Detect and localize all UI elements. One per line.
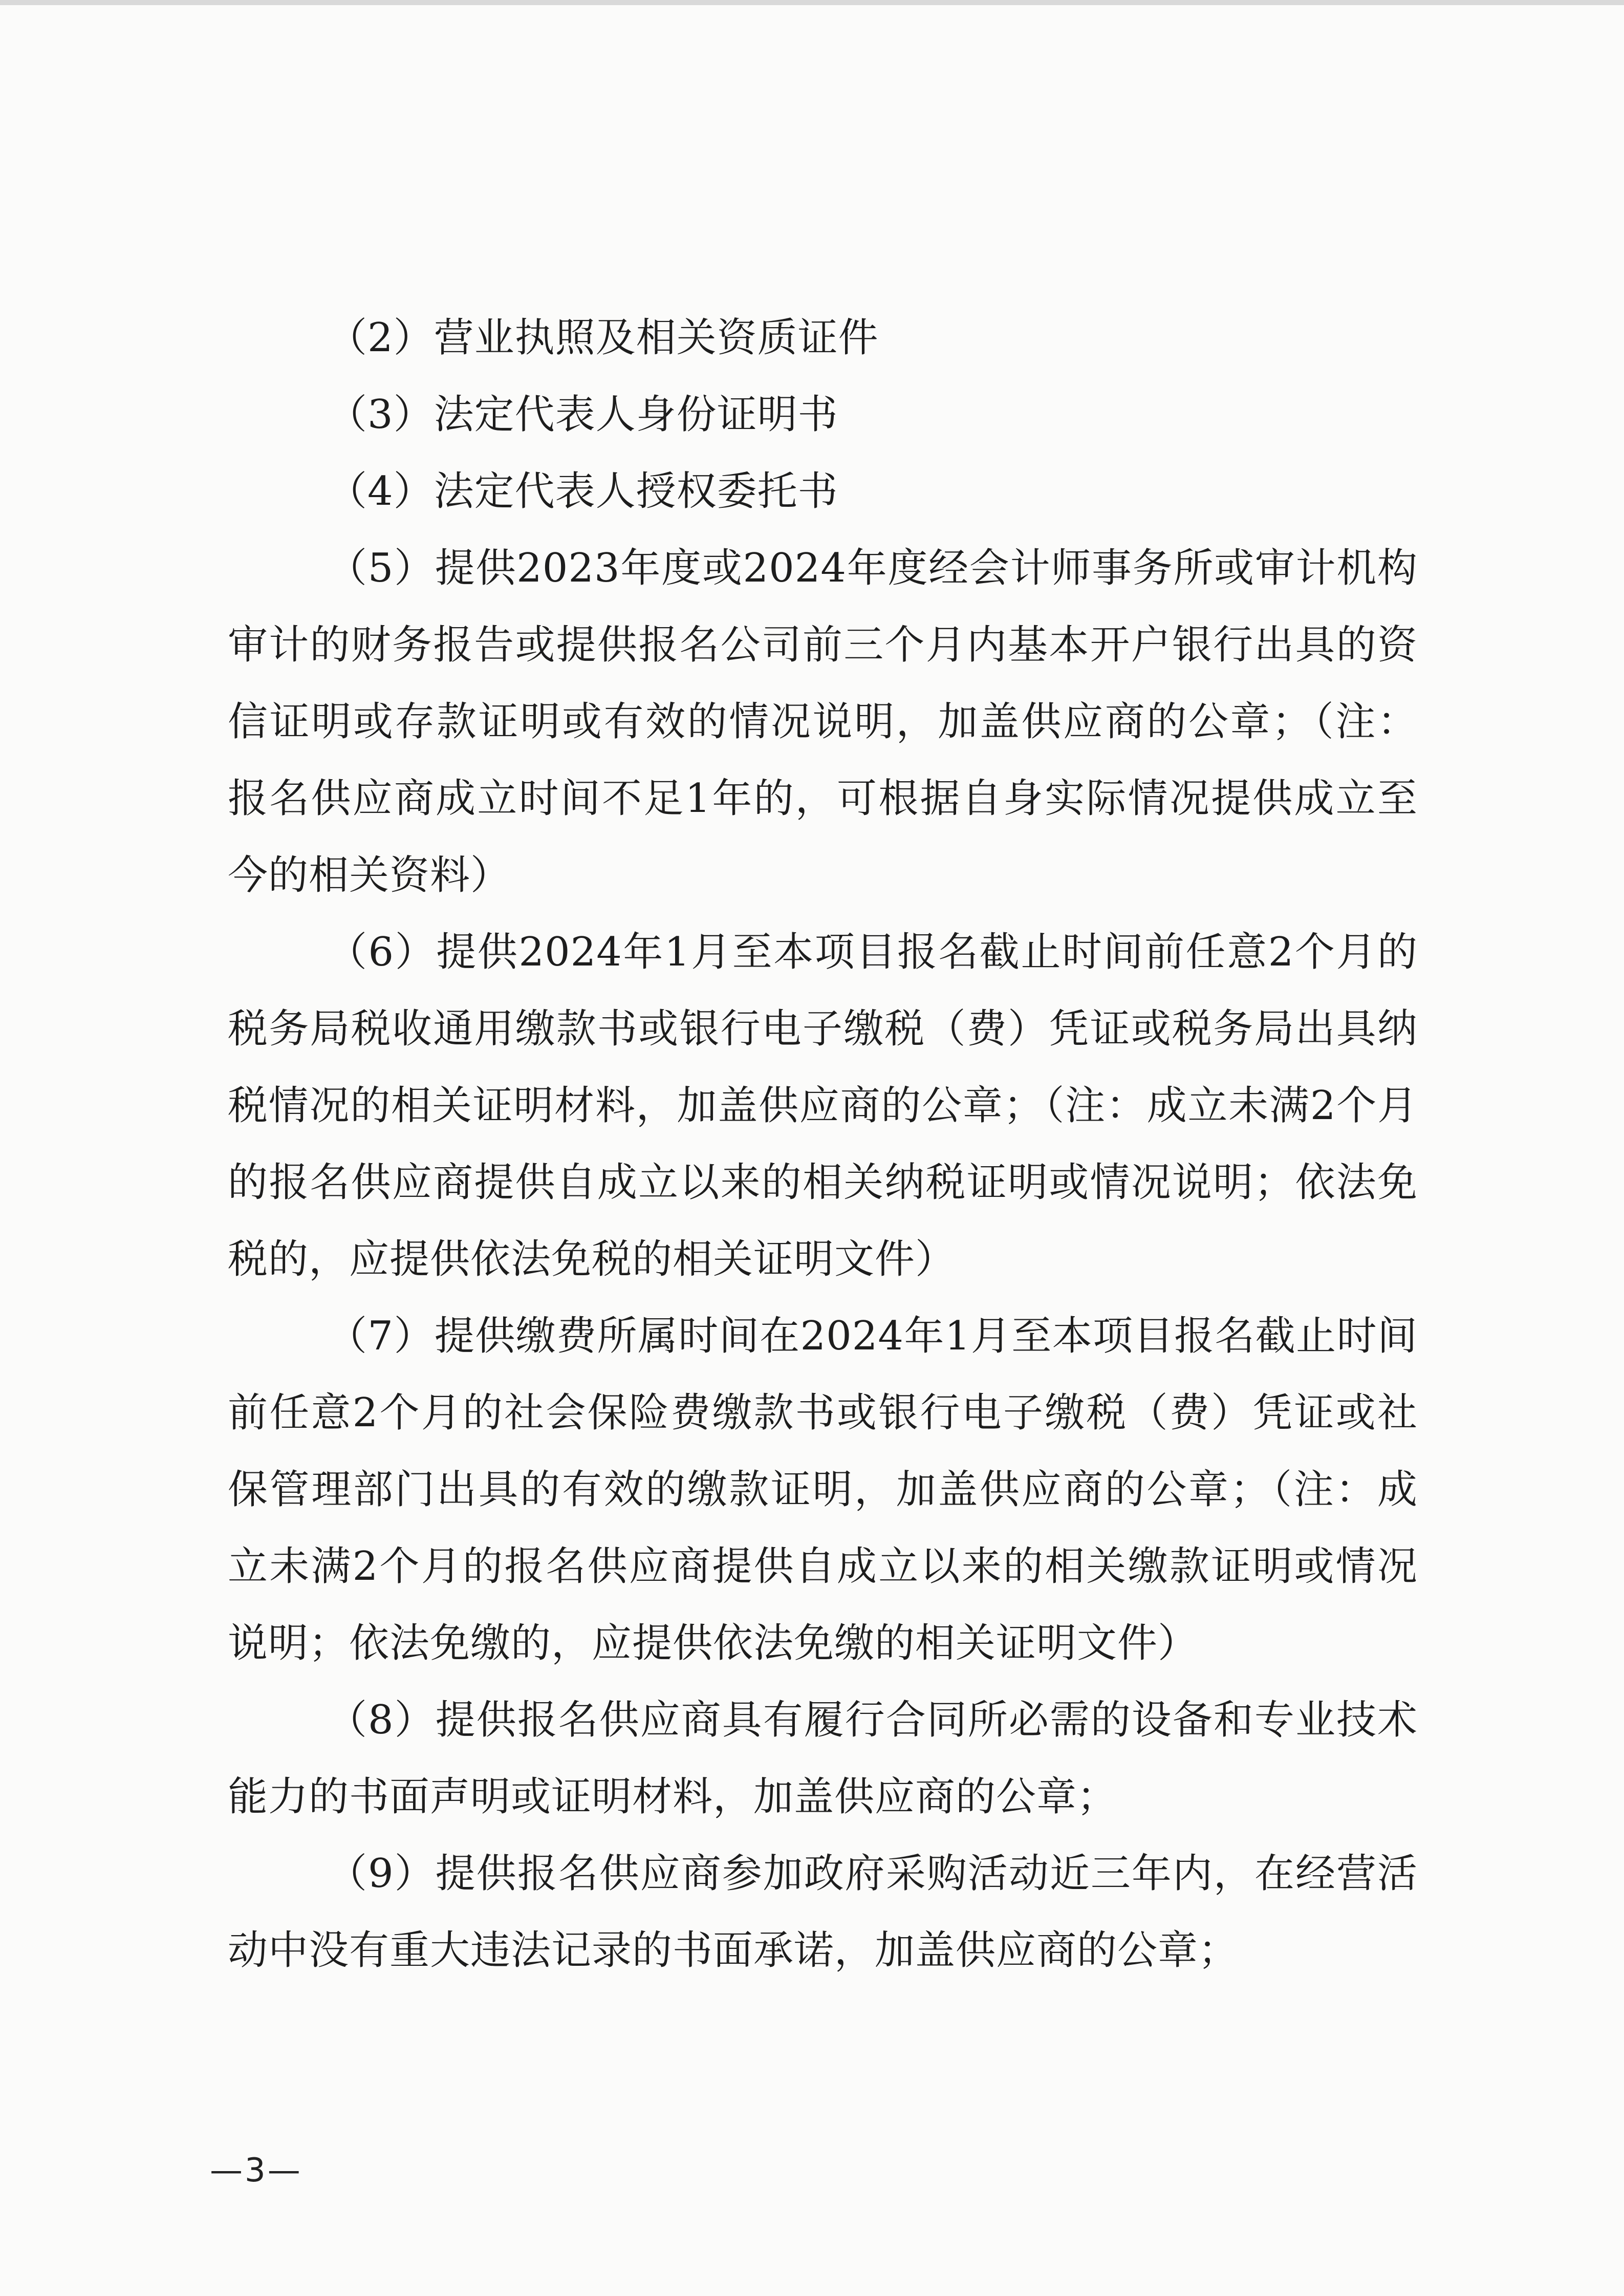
- item-9-paragraph: （9）提供报名供应商参加政府采购活动近三年内，在经营活动中没有重大违法记录的书面承诺，加盖供应商的公章；: [228, 1851, 1418, 1973]
- item-4-paragraph: （4）法定代表人授权委托书: [327, 468, 838, 514]
- item-2-paragraph: （2）营业执照及相关资质证件: [327, 315, 879, 361]
- item-8-paragraph: （8）提供报名供应商具有履行合同所必需的设备和专业技术能力的书面声明或证明材料，加盖供应商的公章；: [228, 1697, 1418, 1820]
- item-5-paragraph: （5）提供2023年度或2024年度经会计师事务所或审计机构审计的财务报告或提供报名公司前三个月内基本开户银行出具的资信证明或存款证明或有效的情况说明，加盖供应商的公章；（注：报名供应商成立时间不足1年的，可根据自身实际情况提供成立至今的相关资料）: [228, 545, 1418, 898]
- document-body: [228, 299, 1418, 1989]
- item-6-paragraph: （6）提供2024年1月至本项目报名截止时间前任意2个月的税务局税收通用缴款书或银行电子缴税（费）凭证或税务局出具纳税情况的相关证明材料，加盖供应商的公章；（注：成立未满2个月的报名供应商提供自成立以来的相关纳税证明或情况说明；依法免税的，应提供依法免税的相关证明文件）: [228, 929, 1418, 1282]
- scan-edge: [0, 0, 1624, 5]
- item-7-paragraph: （7）提供缴费所属时间在2024年1月至本项目报名截止时间前任意2个月的社会保险费缴款书或银行电子缴税（费）凭证或社保管理部门出具的有效的缴款证明，加盖供应商的公章；（注：成立未满2个月的报名供应商提供自成立以来的相关缴款证明或情况说明；依法免缴的，应提供依法免缴的相关证明文件）: [228, 1313, 1418, 1666]
- item-3-paragraph: （3）法定代表人身份证明书: [327, 392, 838, 438]
- page-number: —3—: [210, 2152, 302, 2190]
